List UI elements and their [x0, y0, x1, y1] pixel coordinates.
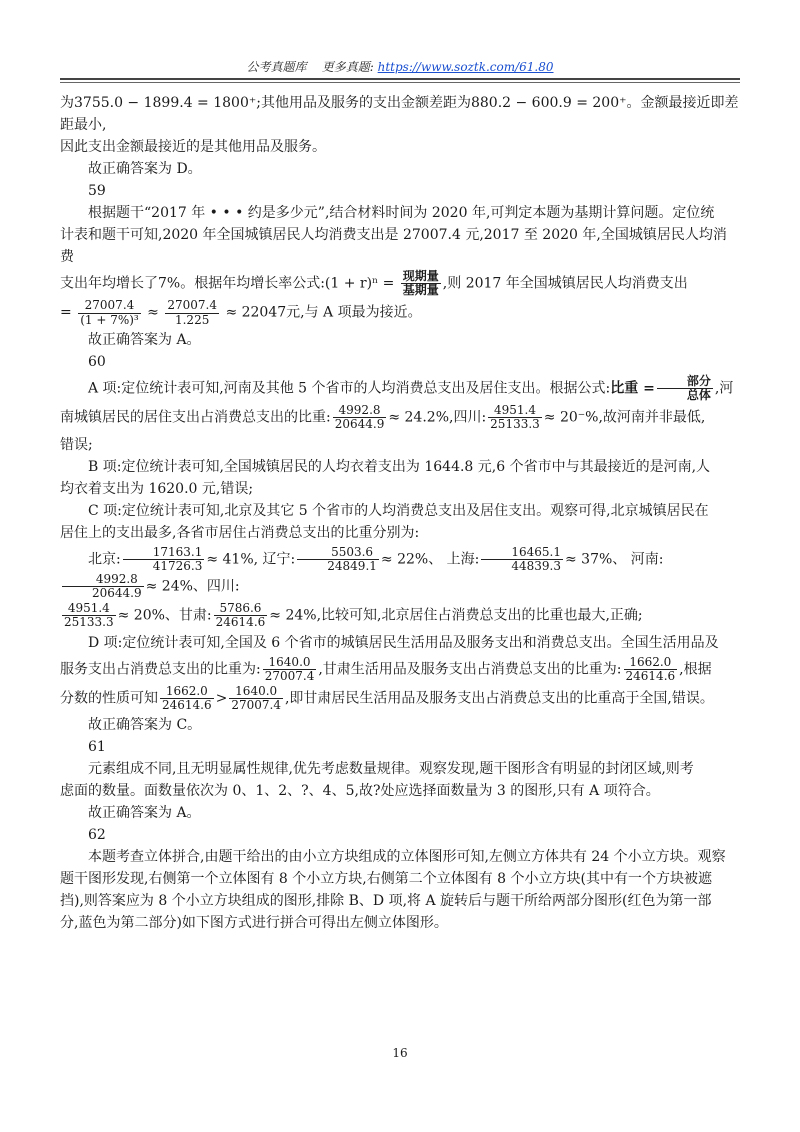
fraction: [488, 404, 542, 431]
denominator: 27007.4: [231, 698, 281, 713]
numerator: 4992.8: [95, 571, 138, 586]
text: =: [60, 305, 72, 322]
page-number: 16: [392, 1046, 408, 1060]
denominator: 44839.3: [481, 559, 563, 573]
header-lib: 公考真题库: [246, 60, 307, 74]
denominator: 25133.3: [64, 615, 114, 630]
ratio-result: ≈ 22%、: [380, 551, 443, 568]
paragraph: C 项:定位统计表可知,北京及其它 5 个省市的人均消费总支出及居住支出。观察可得,北京城镇居民在: [88, 502, 709, 519]
paragraph-with-formula: [60, 270, 740, 297]
paragraph-with-formula: [60, 404, 740, 431]
paragraph-with-formula: [60, 602, 740, 629]
fraction: [62, 602, 116, 629]
ratio-result: ≈ 37%、: [565, 551, 627, 568]
city-label: 北京:: [88, 551, 121, 568]
denominator: 24614.6: [215, 615, 266, 630]
text: ≈: [147, 305, 159, 322]
text: 支出年均增长了7%。根据年均增长率公式:(1 + r)ⁿ =: [60, 275, 399, 292]
header-more: 更多真题:: [321, 60, 374, 74]
paragraph: D 项:定位统计表可知,全国及 6 个省市的城镇居民生活用品及服务支出和消费总支出。全国生活用品及: [88, 634, 719, 651]
ratio-result: ≈ 41%,: [206, 551, 259, 568]
paragraph: 因此支出金额最接近的是其他用品及服务。: [60, 139, 326, 155]
fraction: [165, 299, 219, 326]
paragraph: 为3755.0 − 1899.4 = 1800⁺;其他用品及服务的支出金额差距为880.2 − 600.9 = 200⁺。金额最接近即差距最小,: [60, 95, 739, 133]
numerator: 5786.6: [219, 601, 262, 616]
paragraph: 根据题干“2017 年 • • • 约是多少元”,结合材料时间为 2020 年,可判定本题为基期计算问题。定位统: [88, 205, 715, 221]
paragraph: 居住上的支出最多,各省市居住占消费总支出的比重分别为:: [60, 524, 420, 541]
formula-line: [60, 299, 740, 326]
question-number: 60: [88, 353, 106, 370]
text: ≈ 22047元,与 A 项最为接近。: [225, 305, 422, 322]
question-number: 62: [88, 827, 106, 844]
numerator: 现期量: [402, 269, 439, 283]
text: ≈ 24%,比较可知,北京居住占消费总支出的比重也最大,正确;: [269, 607, 643, 624]
ratio-result: ≈ 24%、四川:: [145, 578, 240, 595]
denominator: 24614.6: [162, 698, 212, 713]
text: ≈ 24.2%,四川:: [388, 409, 487, 426]
denominator: 24849.1: [297, 559, 379, 573]
text: ,则 2017 年全国城镇居民人均消费支出: [442, 275, 688, 292]
text: >: [215, 690, 228, 707]
numerator: 16465.1: [511, 544, 561, 559]
paragraph: 错误;: [60, 436, 93, 453]
denominator: 41726.3: [123, 559, 205, 573]
numerator: 27007.4: [84, 298, 135, 313]
paragraph-with-formula: [60, 375, 740, 402]
text: 比重 =: [610, 380, 655, 397]
fraction: [481, 546, 563, 573]
document-body: [60, 92, 740, 934]
numerator: 27007.4: [167, 298, 217, 313]
denominator: 1.225: [165, 313, 219, 327]
denominator: (1 + 7%)³: [80, 312, 139, 327]
text: 服务支出占消费总支出的比重为:: [60, 661, 261, 678]
denominator: 24614.6: [625, 668, 676, 683]
paragraph: 题干图形发现,右侧第一个立体图有 8 个小立方块,右侧第二个立体图有 8 个小立方块(其中有一个方块被遮: [60, 871, 712, 888]
answer-line: 故正确答案为 A。: [88, 331, 201, 348]
text: ,即甘肃居民生活用品及服务支出占消费总支出的比重高于全国,错误。: [284, 690, 714, 707]
numerator: 5503.6: [331, 544, 374, 559]
paragraph: 虑面的数量。面数量依次为 0、1、2、?、4、5,故?处应选择面数量为 3 的图形,只有 A 项符合。: [60, 783, 660, 800]
answer-line: 故正确答案为 D。: [88, 161, 202, 177]
denominator: 20644.9: [62, 586, 144, 600]
header-url-link[interactable]: https://www.soztk.com/61.80: [377, 60, 554, 74]
fraction: [333, 404, 387, 431]
city-label: 辽宁:: [262, 551, 296, 568]
city-ratios-line: [60, 546, 740, 601]
question-number: 61: [88, 739, 106, 756]
answer-line: 故正确答案为 A。: [88, 805, 201, 822]
numerator: 4992.8: [338, 403, 381, 418]
city-label: 上海:: [446, 551, 480, 568]
denominator: 20644.9: [334, 417, 385, 432]
numerator: 1662.0: [165, 684, 208, 698]
paragraph: 分,蓝色为第二部分)如下图方式进行拼合可得出左侧立体图形。: [60, 915, 448, 932]
numerator: 1640.0: [235, 684, 278, 698]
fraction: [297, 546, 379, 573]
fraction: [657, 375, 713, 402]
fraction: [62, 573, 144, 600]
paragraph: B 项:定位统计表可知,全国城镇居民的人均衣着支出为 1644.8 元,6 个省市中与其最接近的是河南,人: [88, 458, 711, 475]
question-number: 59: [88, 183, 106, 199]
denominator: 基期量: [402, 283, 439, 298]
fraction: [401, 270, 441, 297]
denominator: 总体: [657, 388, 713, 402]
text: A 项:定位统计表可知,河南及其他 5 个省市的人均消费总支出及居住支出。根据公式:: [88, 380, 611, 397]
fraction: [624, 656, 678, 683]
numerator: 17163.1: [152, 544, 203, 559]
numerator: 4951.4: [67, 601, 110, 616]
fraction: [160, 685, 214, 712]
numerator: 4951.4: [493, 403, 536, 418]
fraction: [123, 546, 205, 573]
text: ,根据: [679, 661, 712, 678]
fraction: [78, 299, 141, 326]
fraction: [214, 602, 268, 629]
text: ,河: [714, 380, 734, 397]
header-rule-thick: [60, 78, 740, 80]
fraction: [229, 685, 283, 712]
numerator: 1662.0: [629, 654, 672, 669]
numerator: 1640.0: [268, 654, 311, 669]
text: 南城镇居民的居住支出占消费总支出的比重:: [60, 409, 331, 426]
paragraph: 计表和题干可知,2020 年全国城镇居民人均消费支出是 27007.4 元,2017 至 2020 年,全国城镇居民人均消费: [60, 227, 727, 265]
paragraph: 元素组成不同,且无明显属性规律,优先考虑数量规律。观察发现,题干图形含有明显的封闭区域,则考: [88, 761, 694, 778]
denominator: 27007.4: [264, 668, 315, 683]
header-rule-thin: [60, 82, 740, 83]
paragraph-with-formula: [60, 685, 740, 712]
paragraph: 挡),则答案应为 8 个小立方块组成的图形,排除 B、D 项,将 A 旋转后与题干所给两部分图形(红色为第一部: [60, 893, 712, 910]
denominator: 25133.3: [490, 417, 540, 432]
answer-line: 故正确答案为 C。: [88, 717, 202, 734]
text: ≈ 20⁻%,故河南并非最低,: [543, 409, 706, 426]
text: ,甘肃生活用品及服务支出占消费总支出的比重为:: [318, 661, 622, 678]
fraction: [263, 656, 317, 683]
page-header: [60, 58, 740, 75]
city-label: 河南:: [630, 551, 664, 568]
text: 分数的性质可知: [60, 690, 158, 707]
paragraph-with-formula: [60, 656, 740, 683]
numerator: 部分: [686, 373, 711, 388]
paragraph: 本题考查立体拼合,由题干给出的由小立方块组成的立体图形可知,左侧立方体共有 24 个小立方块。观察: [88, 849, 726, 866]
text: ≈ 20%、甘肃:: [117, 607, 212, 624]
paragraph: 均衣着支出为 1620.0 元,错误;: [60, 480, 254, 497]
